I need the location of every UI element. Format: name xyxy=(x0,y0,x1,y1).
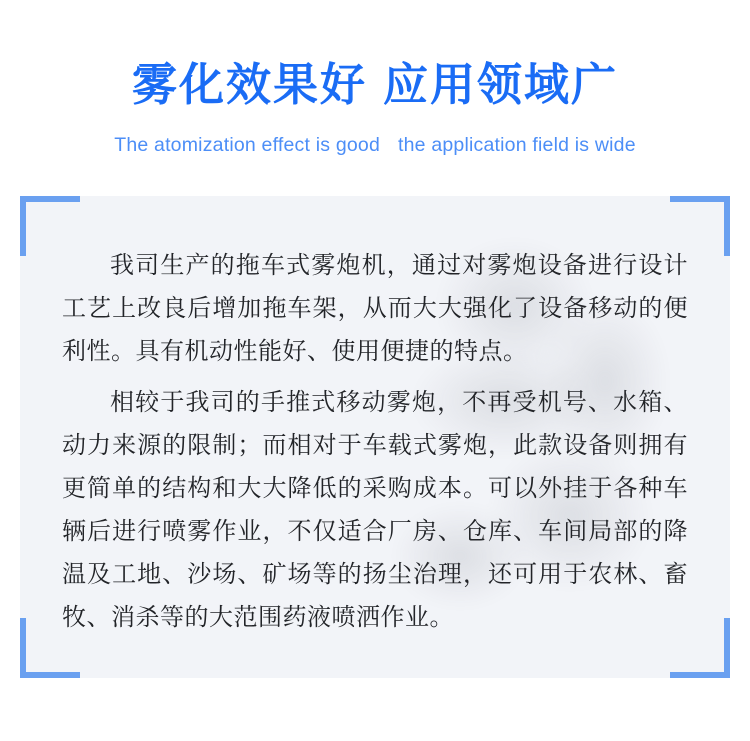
paragraph-2: 相较于我司的手推式移动雾炮，不再受机号、水箱、动力来源的限制；而相对于车载式雾炮，此款设备则拥有更简单的结构和大大降低的采购成本。可以外挂于各种车辆后进行喷雾作业，不仅适合厂房、仓库、车间局部的降温及工地、沙场、矿场等的扬尘治理，还可用于农林、畜牧、消杀等的大范围药液喷洒作业。 xyxy=(62,389,688,631)
description-text xyxy=(20,196,730,639)
page-title-part2: 应用领域广 xyxy=(383,59,619,110)
page-subtitle-part2: the application field is wide xyxy=(398,134,636,156)
paragraph-1: 我司生产的拖车式雾炮机，通过对雾炮设备进行设计工艺上改良后增加拖车架，从而大大强化了设备移动的便利性。具有机动性能好、使用便捷的特点。 xyxy=(62,252,688,365)
description-panel-wrapper xyxy=(20,196,730,678)
page-subtitle-part1: The atomization effect is good xyxy=(114,134,380,156)
description-panel xyxy=(20,196,730,678)
page-title-part1: 雾化效果好 xyxy=(131,59,367,110)
page-title xyxy=(0,58,750,112)
page-subtitle xyxy=(0,134,750,157)
page-header xyxy=(0,0,750,157)
